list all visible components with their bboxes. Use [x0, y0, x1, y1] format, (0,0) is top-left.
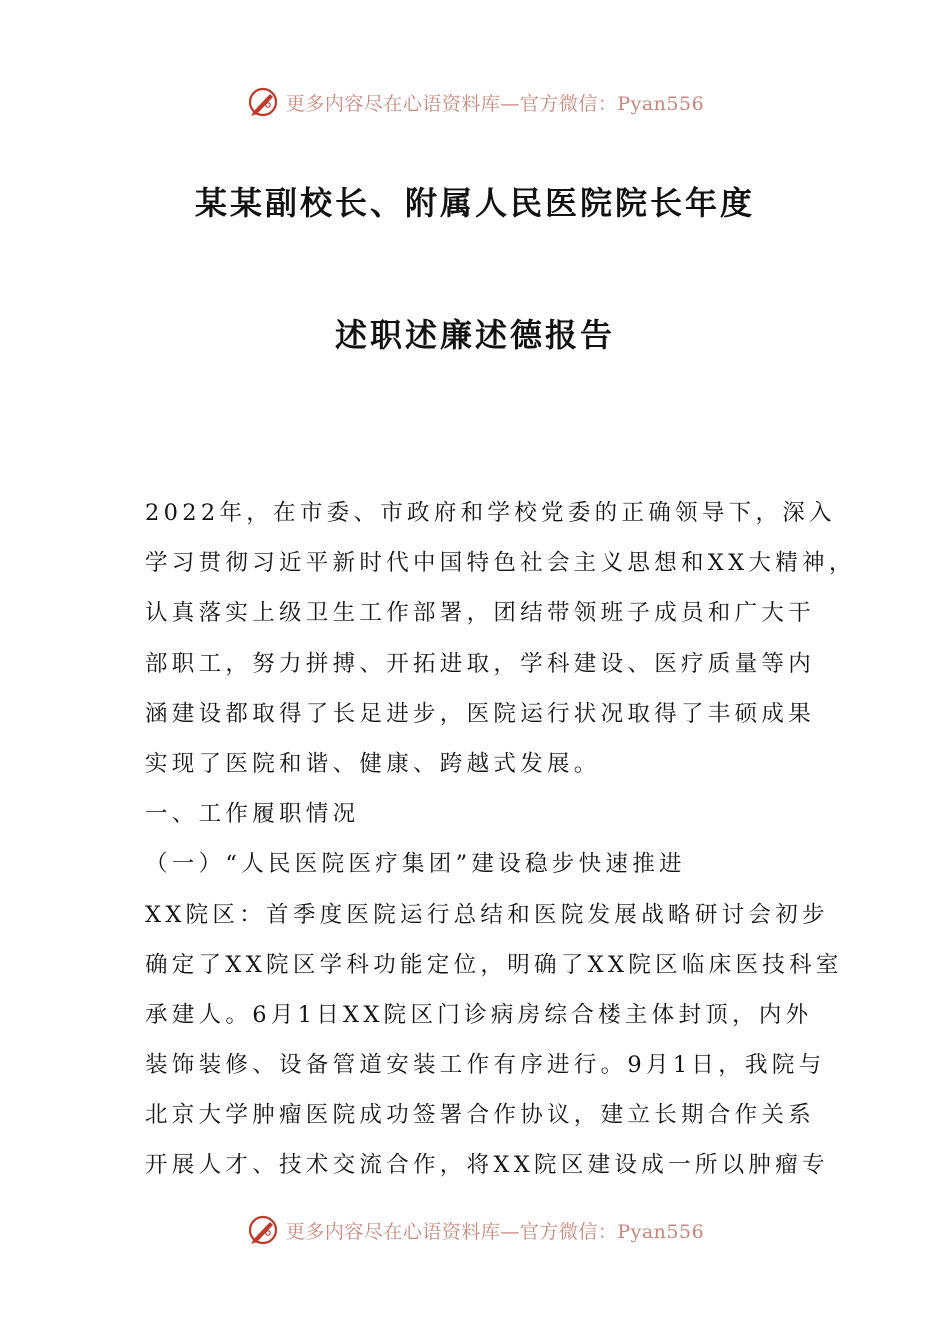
- footer-watermark: [0, 1210, 950, 1250]
- body-line: 认真落实上级卫生工作部署，团结带领班子成员和广大干: [145, 600, 816, 627]
- body-line: 承建人。6月1日XX院区门诊病房综合楼主体封顶，内外: [145, 1001, 813, 1028]
- body-line: 实现了医院和谐、健康、跨越式发展。: [145, 750, 601, 777]
- report-title-line-2: 述职述廉述德报告: [334, 316, 615, 354]
- body-line: 学习贯彻习近平新时代中国特色社会主义思想和XX大精神，: [145, 550, 856, 577]
- body-line: 确定了XX院区学科功能定位，明确了XX院区临床医技科室: [145, 951, 843, 978]
- watermark-text: 更多内容尽在心语资料库—官方微信：Pyan556: [285, 92, 705, 115]
- body-line: 开展人才、技术交流合作，将XX院区建设成一所以肿瘤专: [145, 1152, 829, 1179]
- section-heading: 一、工作履职情况: [145, 801, 360, 828]
- body-line: XX院区：首季度医院运行总结和医院发展战略研讨会初步: [145, 901, 829, 928]
- report-title-line-1: 某某副校长、附属人民医院院长年度: [194, 184, 755, 222]
- subsection-heading: （一）“人民医院医疗集团”建设稳步快速推进: [145, 851, 686, 878]
- body-line: 装饰装修、设备管道安装工作有序进行。9月1日，我院与: [145, 1052, 826, 1079]
- body-line: 部职工，努力拼搏、开拓进取，学科建设、医疗质量等内: [145, 650, 816, 677]
- pen-logo-icon: [246, 1213, 280, 1247]
- body-line: 2022年，在市委、市政府和学校党委的正确领导下，深入: [145, 500, 836, 526]
- header-watermark: [0, 82, 950, 122]
- body-line: 涵建设都取得了长足进步，医院运行状况取得了丰硕成果: [145, 700, 816, 727]
- pen-logo-icon: [246, 85, 280, 119]
- report-body: [145, 488, 856, 1191]
- watermark-text: 更多内容尽在心语资料库—官方微信：Pyan556: [285, 1220, 705, 1243]
- body-line: 北京大学肿瘤医院成功签署合作协议，建立长期合作关系: [145, 1102, 816, 1129]
